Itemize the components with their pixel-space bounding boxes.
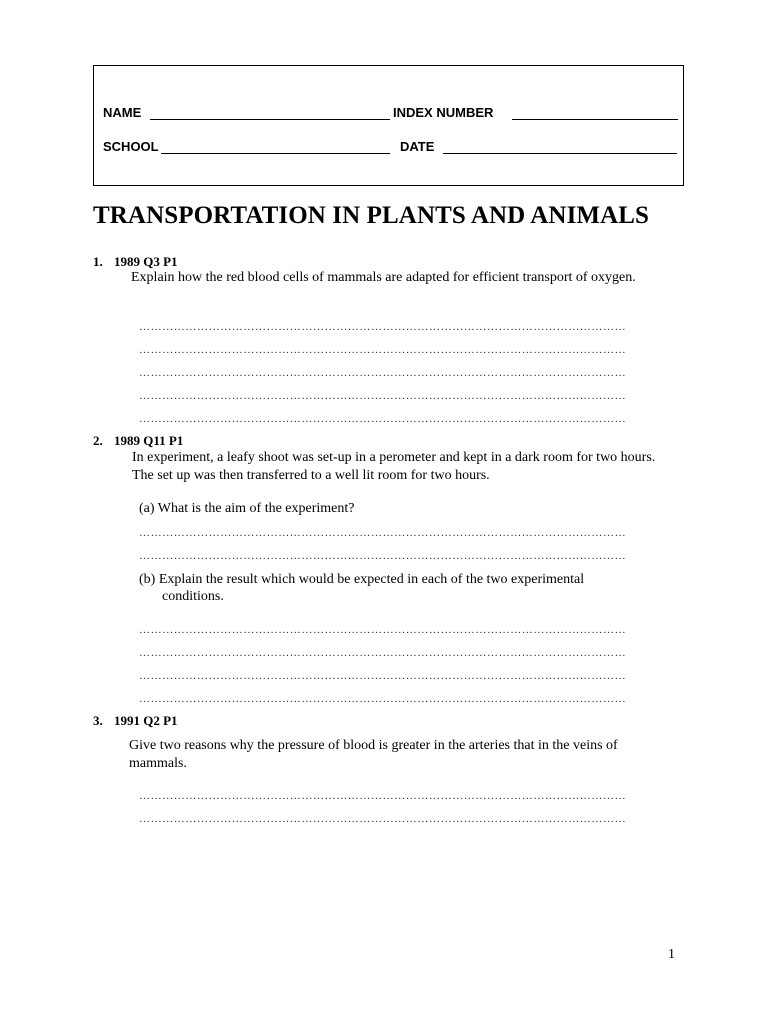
answer-line[interactable]: ……………………………………………………………………………………………………………… — [139, 647, 627, 659]
answer-line[interactable]: ……………………………………………………………………………………………………………… — [139, 344, 627, 356]
question-number: 1. — [93, 254, 103, 269]
page-number: 1 — [668, 947, 675, 962]
question-2-text: In experiment, a leafy shoot was set-up in a perometer and kept in a dark room for two hours. The set up was then transferred to a well lit room for two hours. — [132, 450, 656, 483]
question-number: 2. — [93, 433, 103, 448]
header-row-2 — [103, 139, 675, 157]
index-number-label: INDEX NUMBER — [393, 105, 494, 120]
question-1-text: Explain how the red blood cells of mammals are adapted for efficient transport of oxygen. — [131, 270, 636, 285]
question-number: 3. — [93, 713, 103, 728]
answer-line[interactable]: ……………………………………………………………………………………………………………… — [139, 624, 627, 636]
question-2-heading — [93, 433, 183, 449]
header-row-1 — [103, 105, 675, 123]
question-3-text: Give two reasons why the pressure of blood is greater in the arteries that in the veins of mammals. — [129, 738, 618, 771]
index-number-field[interactable] — [512, 119, 678, 120]
question-2b-text-cont: conditions. — [162, 589, 224, 604]
answer-line[interactable]: ……………………………………………………………………………………………………………… — [139, 670, 627, 682]
name-field[interactable] — [150, 119, 390, 120]
name-label: NAME — [103, 105, 142, 120]
date-field[interactable] — [443, 153, 677, 154]
answer-line[interactable]: ……………………………………………………………………………………………………………… — [139, 390, 627, 402]
answer-line[interactable]: ……………………………………………………………………………………………………………… — [139, 550, 627, 562]
answer-line[interactable]: ……………………………………………………………………………………………………………… — [139, 693, 627, 705]
answer-line[interactable]: ……………………………………………………………………………………………………………… — [139, 813, 627, 825]
question-ref: 1991 Q2 P1 — [114, 713, 178, 728]
question-2b — [139, 571, 669, 605]
answer-line[interactable]: ……………………………………………………………………………………………………………… — [139, 527, 627, 539]
question-ref: 1989 Q11 P1 — [114, 433, 184, 448]
answer-line[interactable]: ……………………………………………………………………………………………………………… — [139, 413, 627, 425]
school-label: SCHOOL — [103, 139, 159, 154]
question-2b-text: (b) Explain the result which would be expected in each of the two experimental — [139, 572, 585, 587]
question-2a-text: (a) What is the aim of the experiment? — [139, 501, 355, 516]
date-label: DATE — [400, 139, 435, 154]
answer-line[interactable]: ……………………………………………………………………………………………………………… — [139, 367, 627, 379]
school-field[interactable] — [161, 153, 390, 154]
answer-line[interactable]: ……………………………………………………………………………………………………………… — [139, 790, 627, 802]
question-3-heading — [93, 713, 178, 729]
student-details-box — [93, 65, 684, 186]
question-1-heading — [93, 254, 178, 270]
answer-line[interactable]: ……………………………………………………………………………………………………………… — [139, 321, 627, 333]
question-2a — [139, 500, 669, 517]
question-ref: 1989 Q3 P1 — [114, 254, 178, 269]
page-title: TRANSPORTATION IN PLANTS AND ANIMALS — [93, 202, 650, 229]
